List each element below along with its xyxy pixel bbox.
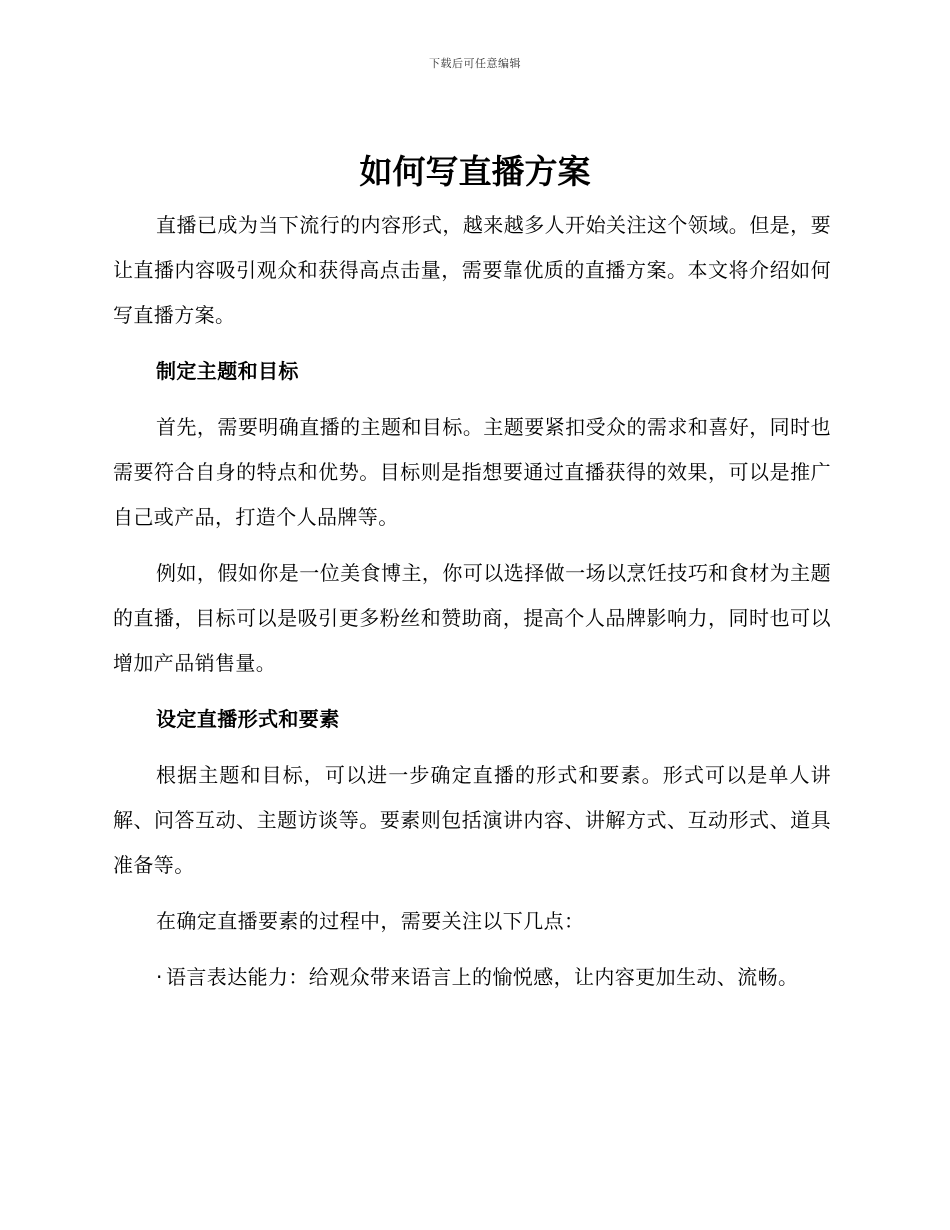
- intro-paragraph: 直播已成为当下流行的内容形式，越来越多人开始关注这个领域。但是，要让直播内容吸引观众和获得高点击量，需要靠优质的直播方案。本文将介绍如何写直播方案。: [113, 213, 831, 327]
- paragraph-example: 例如，假如你是一位美食博主，你可以选择做一场以烹饪技巧和食材为主题的直播，目标可以是吸引更多粉丝和赞助商，提高个人品牌影响力，同时也可以增加产品销售量。: [113, 561, 831, 675]
- paragraph-format-elements: 根据主题和目标，可以进一步确定直播的形式和要素。形式可以是单人讲解、问答互动、主题访谈等。要素则包括演讲内容、讲解方式、互动形式、道具准备等。: [113, 763, 831, 877]
- section-heading-format-elements: 设定直播形式和要素: [156, 707, 340, 731]
- paragraph-theme-goals: 首先，需要明确直播的主题和目标。主题要紧扣受众的需求和喜好，同时也需要符合自身的特点和优势。目标则是指想要通过直播获得的效果，可以是推广自己或产品，打造个人品牌等。: [113, 415, 831, 529]
- document-body: [113, 203, 831, 1011]
- paragraph-key-points: 在确定直播要素的过程中，需要关注以下几点：: [156, 909, 585, 933]
- page-header: 下载后可任意编辑: [429, 57, 521, 70]
- section-heading-theme-goals: 制定主题和目标: [156, 359, 299, 383]
- bullet-item: [113, 955, 831, 1000]
- bullet-dot-icon: ·: [156, 965, 163, 989]
- bullet-item-text: 语言表达能力：给观众带来语言上的愉悦感，让内容更加生动、流畅。: [166, 965, 799, 989]
- document-title: 如何写直播方案: [359, 152, 591, 191]
